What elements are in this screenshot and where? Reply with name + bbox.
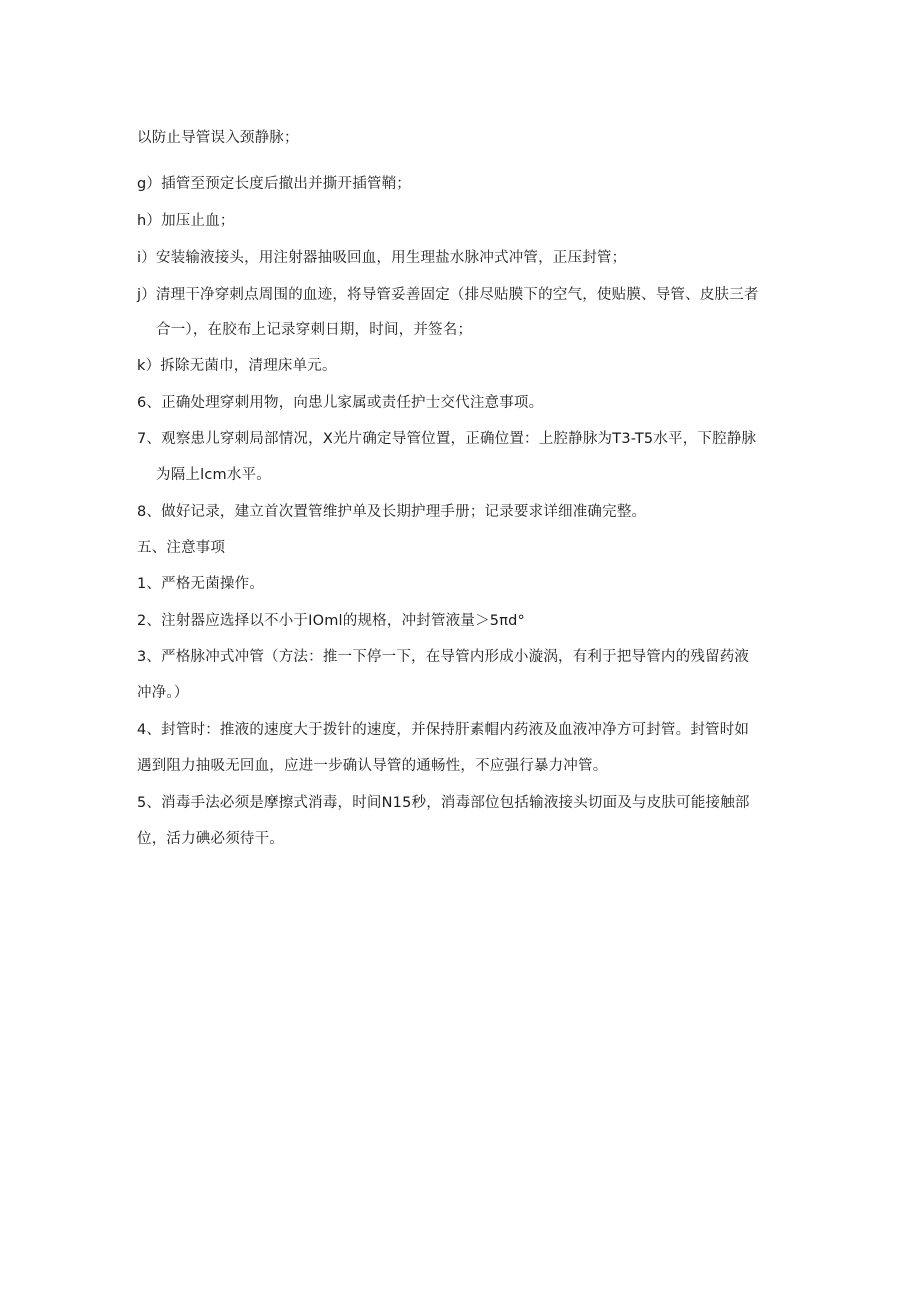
text-line: 1、严格无菌操作。 [137,576,265,592]
text-line: j）清理干净穿刺点周围的血迹，将导管妥善固定（排尽贴膜下的空气，使贴膜、导管、皮肤三者 [137,287,759,303]
text-line: 以防止导管误入颈静脉； [137,130,299,146]
text-line: 冲净。） [137,685,189,701]
text-line: h）加压止血； [137,213,235,229]
text-line: 8、做好记录，建立首次置管维护单及长期护理手册；记录要求详细准确完整。 [137,504,647,520]
text-line: 2、注射器应选择以不小于IOml的规格，冲封管液量＞5πd° [137,613,525,629]
section-heading: 五、注意事项 [137,540,226,556]
text-line: 遇到阻力抽吸无回血，应进一步确认导管的通畅性，不应强行暴力冲管。 [137,758,608,774]
text-line: 位，活力碘必须待干。 [137,831,284,847]
text-line: 5、消毒手法必须是摩擦式消毒，时间N15秒，消毒部位包括输液接头切面及与皮肤可能接触部 [137,795,750,811]
text-line: 4、封管时：推液的速度大于拨针的速度，并保持肝素帽内药液及血液冲净方可封管。封管时如 [137,722,750,738]
text-line: k）拆除无菌巾，清理床单元。 [137,358,337,374]
text-line: 3、严格脉冲式冲管（方法：推一下停一下，在导管内形成小漩涡，有利于把导管内的残留药液 [137,649,750,665]
text-line: 6、正确处理穿刺用物，向患儿家属或责任护士交代注意事项。 [137,395,544,411]
text-line: 为隔上lcm水平。 [156,467,271,483]
text-line: i）安装输液接头，用注射器抽吸回血，用生理盐水脉冲式冲管，正压封管； [137,250,627,266]
text-line: g）插管至预定长度后撤出并撕开插管鞘； [137,176,412,192]
text-line: 合一），在胶布上记录穿刺日期，时间，并签名； [156,322,473,338]
text-line: 7、观察患儿穿刺局部情况，X光片确定导管位置，正确位置：上腔静脉为T3-T5水平，下腔静脉 [137,431,757,447]
